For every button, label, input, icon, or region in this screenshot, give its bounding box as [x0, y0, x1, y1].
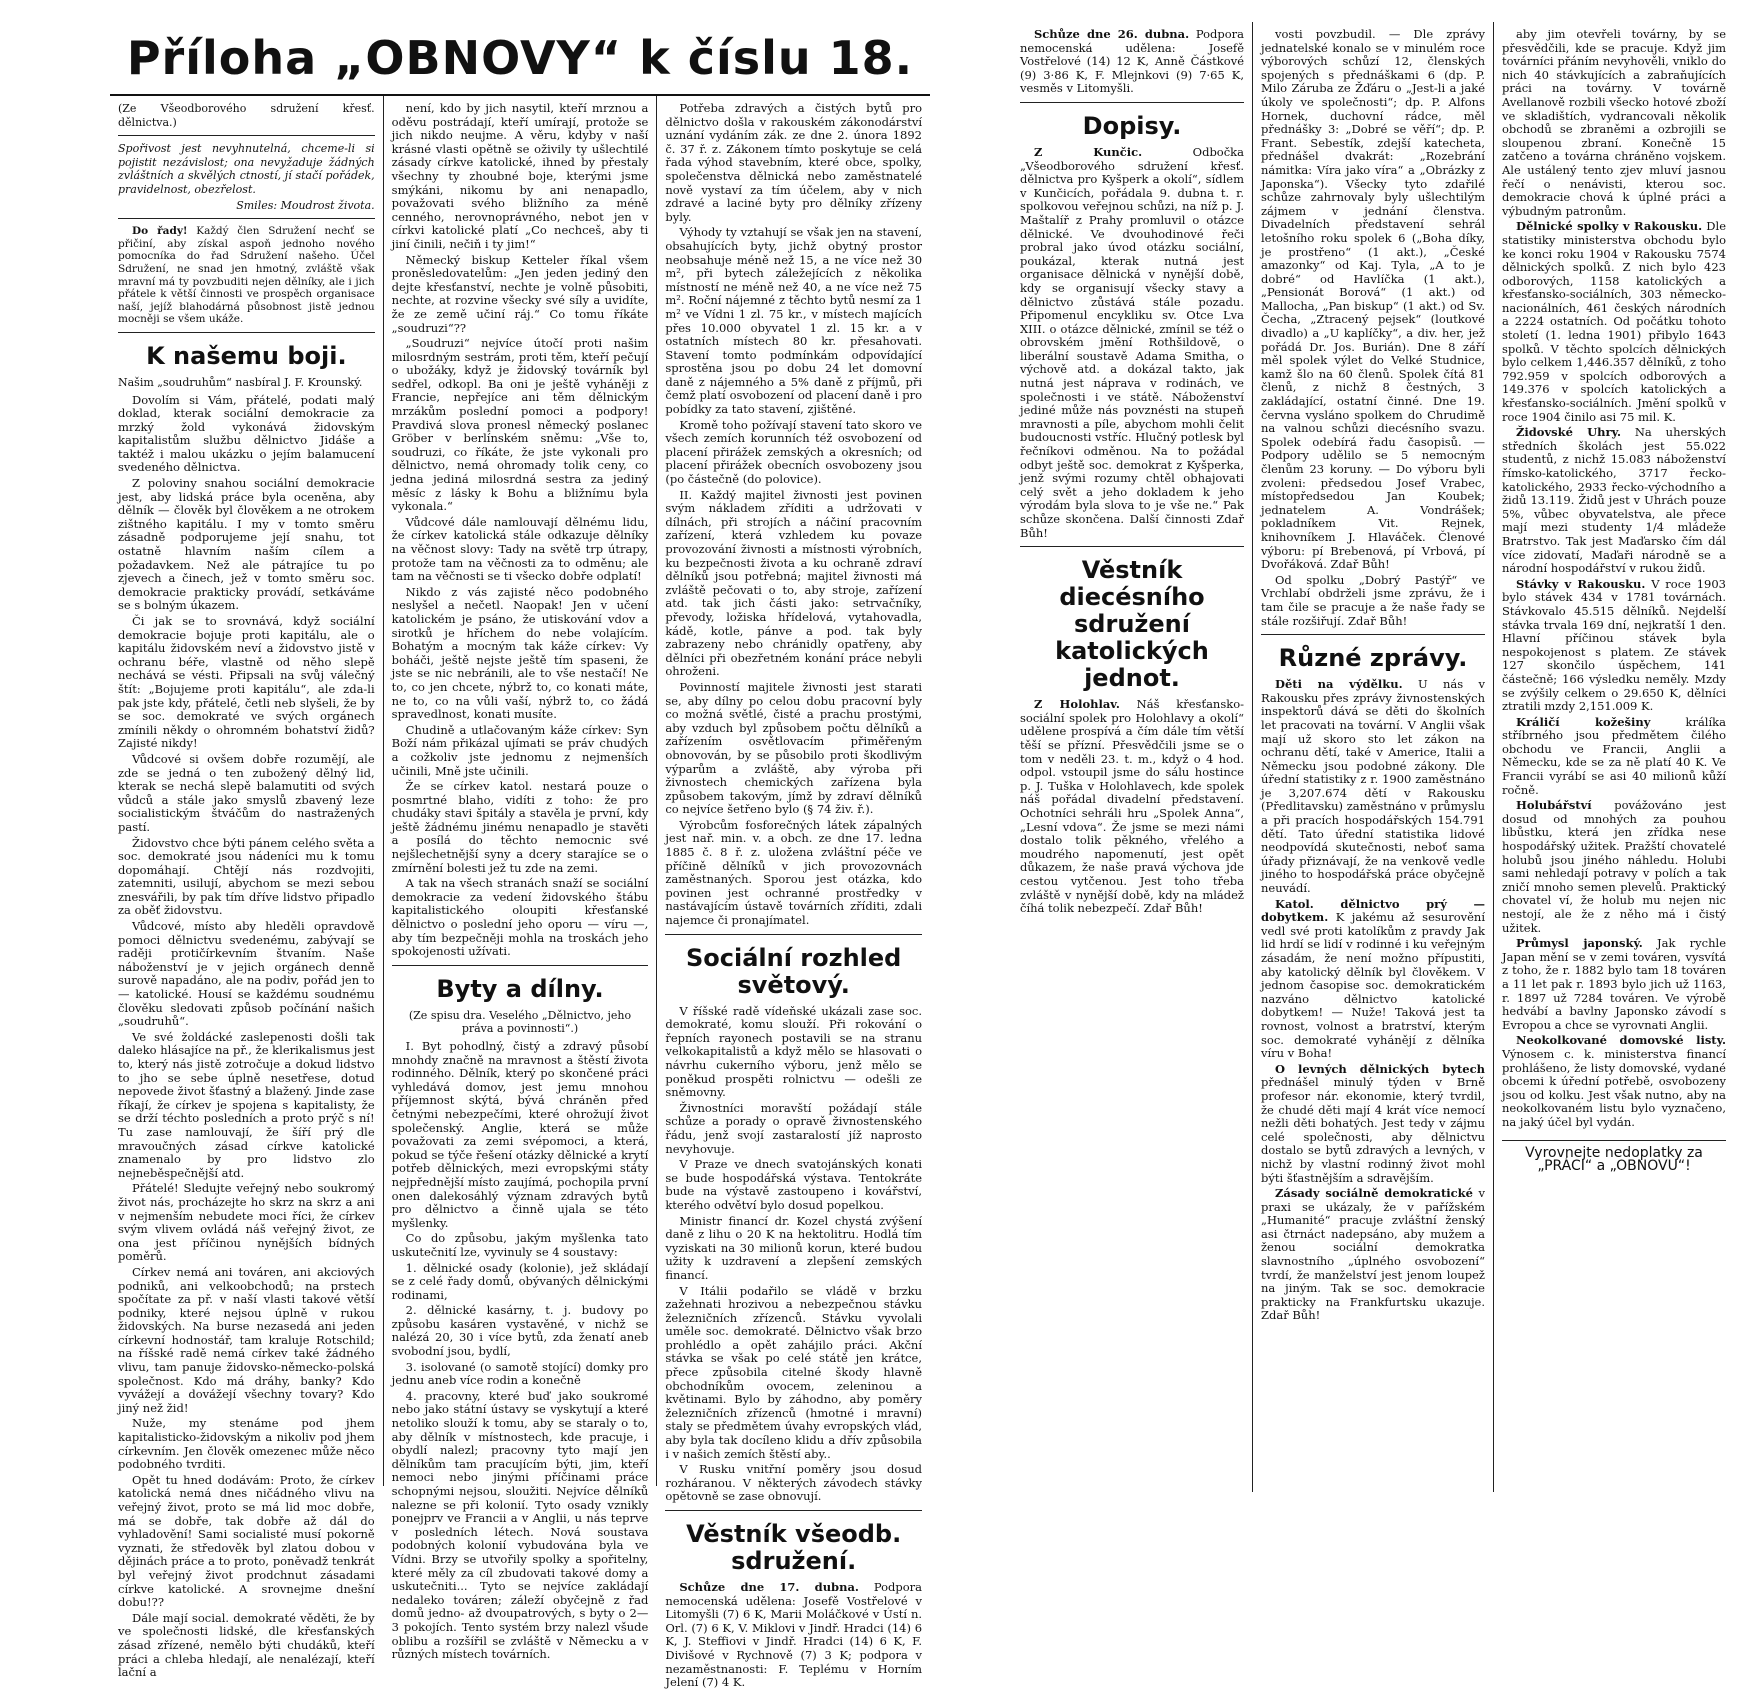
paragraph: Židovstvo chce býti pánem celého světa a soc. demokraté jsou nádeníci mu k tomu dopomáhají. Chtějí nás rozdvojiti, zatemniti, usilují, abychom se mezi sebou znesvářili, by pak tím dříve lidstvo připadlo za oběť židovstvu. [118, 835, 375, 918]
news-text: Výnosem c. k. ministerstva financí prohlášeno, že listy domovské, vydané obcemi k úřední potřebě, osvobozeny jsou od kolku. Jest však nutno, aby na neokolkovaném listu bylo vyznačeno, na jaký účel byl vydán. [1502, 1046, 1726, 1129]
bulletin-entry [665, 1581, 922, 1690]
bulletin-entry [1020, 28, 1244, 96]
news-item [1261, 678, 1485, 896]
paragraph: Nuže, my stenáme pod jhem kapitalisticko-židovským a nikoliv pod jhem církevním. Jen člověk omezenec může něco podobného tvrditi. [118, 1416, 375, 1472]
paragraph: Co do způsobu, jakým myšlenka tato uskutečnití lze, vyvinuly se 4 soustavy: [391, 1231, 649, 1259]
paragraph: Ve své žoldácké zaslepenosti došli tak daleko hlásajíce na př., že klerikalismus jest to, který nás jistě zotročuje a dokud lidstvo to jho se sebe úplně nesetřese, dotud nepovede život šťastný a blažený. Jinde zase říkají, že církev je spojena s kapitalisty, že se drží téchto posledních a proto prýč s ní! Tu zase namlouvají, že šíří prý dle mravoučných zásad církve katolické znamenalo by pro lidstvo zlo nejneběspečnější atd. [118, 1029, 375, 1180]
divider [118, 135, 375, 136]
news-kicker: Dělnické spolky v Rakousku. [1516, 219, 1703, 234]
paragraph: V říšské radě vídeňské ukázali zase soc. demokraté, komu slouží. Při rokování o řepních rayonech postavili se na stranu velkokapitalistů a když mělo se hlasovati o návrhu cukerního výboru, jenž mělo se poněkud prospěti rolnictvu — odešli ze sněmovny. [665, 1003, 923, 1100]
motto: Spořivost jest nevyhnutelná, chceme-li si pojistit nezávislost; ona nevyžaduje žádných zvláštních a skvělých ctností, jí stačí pořádek, pravidelnost, obezřelost. [118, 142, 375, 196]
news-item [1261, 1187, 1485, 1323]
paragraph: vosti povzbudil. — Dle zprávy jednatelské konalo se v minulém roce výborových schůzí 12, členských spojených s přednáškami 6 (dp. P. Milo Záruba ze Žďáru o „Jest-li a jaké úkoly ve společnosti“; dp. P. Alfons Hornek, duchovní rádce, měl přednášky 3: „Dobré se věří“; dp. P. Frant. Sebestík, zdejší katecheta, přednášel dvakrát: „Rozebrání námitka: Víra jako víra“ a „Obrázky z Japonska“). Všecky tyto zdařilé schůze zahrnovaly byly ušlechtilým zájmem v jednání členstva. Divadelních představení sehrál letošního roku spolek 6 („Boha díky, je prostřeno“ (1 akt.), „České amazonky“ od Kaj. Tyla, „A to je dobré“ od Havlíčka (1 akt.), „Pensionát Borová“ (1 akt.) od Mallocha, „Pan biskup“ (1 akt.) od Sv. Čecha, „Ztracený pejsek“ (loutkové divadlo) a „U kaplíčky“, a div. her, jež pořádá Dr. Jos. Burián). Dne 8 září měl spolek výlet do Velké Studnice, kamž šlo na 60 členů. Spolek čítá 81 členů, z nichž 8 čestných, 3 zakládající, ostatní činné. Dne 19. června vysláno spolkem do Chrudimě na valnou schůzi diecésního svazu. Spolek odebírá řadu časopisů. — Podpory udělilo se 5 nemocným členům 23 koruny. — Do výboru byli zvoleni: předsedou Josef Vrabec, místopředsedou Jan Koubek; jednatelem A. Vondrášek; pokladníkem Vit. Rejnek, knihovníkem J. Hlaváček. Členové výboru: pí Brebenová, pí Vrbová, pí Dvořáková. Zdař Bůh! [1261, 27, 1485, 572]
news-item [1502, 220, 1726, 424]
article-byline: Našim „soudruhům“ nasbíral J. F. Krounský. [118, 375, 363, 389]
news-kicker: Stávky v Rakousku. [1516, 576, 1646, 591]
paragraph: Dále mají social. demokraté věděti, že by ve společnosti lidské, dle křesťanských zásad zřízené, nemělo býti chudáků, kteří práci a chleba hledají, ale nenalézají, kteří lační a [118, 1610, 375, 1680]
paragraph: Kromě toho požívají stavení tato skoro ve všech zemích korunních též osvobození od placení přirážek zemských a okresních; od placení přirážek obecních osvobozeny jsou (po částečně (do polovice). [665, 417, 923, 487]
section-headline: Různé zprávy. [1278, 644, 1468, 673]
masthead: Příloha „OBNOVY“ k číslu 18. [110, 22, 930, 96]
news-item [1502, 578, 1726, 714]
paragraph: Přátelé! Sledujte veřejný nebo soukromý život nás, procházejte ho skrz na skrz a ani v nejmenším nebudete moci říci, že církev svým vlivem ovládá náš veřejný život, ze ona jest příčinou nynějších bídných poměrů. [118, 1181, 375, 1264]
divider [665, 1510, 922, 1511]
page-gutter [950, 0, 990, 1500]
paragraph: 4. pracovny, které buď jako soukromé nebo jako státní ústavy se vyskytují a které netoliko slouží k tomu, aby se staraly o to, aby dělník v místnostech, kde pracuje, i obydlí nalezl; pracovny tyto mají jen dělníkům tam pracujícím býti, jim, kteří nemoci nebo jinými příčinami práce schopnými nejsou, sloužiti. Nejvíce dělníků nalezne se při kolonií. Tyto osady vznikly ponejprv ve Francii a v Anglii, u nás teprve v posledních létech. Nová soustava podobných kolonií vybudována byla ve Vídni. Brzy se utvořily spolky a spořitelny, které měly za cíl zbudovati takové domy a uskutečniti... Tyto se nejvíce zakládají nedaleko továren; záleží obyčejně z řad domů jedno- až dvoupatrových, s byty o 2—3 pokojích. Tento systém brzy nalezl všude oblibu a rozšířil se zvláště v Německu a v různých místech továrních. [391, 1388, 649, 1662]
bulletin-kicker: Schůze dne 17. dubna. [679, 1580, 859, 1594]
section-source: (Ze Všeodborového sdružení křesť. dělnictva.) [118, 102, 375, 129]
paragraph: Německý biskup Ketteler říkal všem proněsledovatelům: „Jen jeden jediný den dejte křesťanství, nechte je volně působiti, nechte, at rozvine všecky své síly a uvidíte, že ze země učiní ráj.“ Co tomu říkáte „soudruzi“?? [391, 252, 649, 335]
left-column-2 [384, 96, 658, 1662]
divider [1020, 546, 1244, 547]
right-columns [1012, 22, 1734, 1492]
paragraph: Vůdcové si ovšem dobře rozumějí, ale zde se jedná o ten zubožený dělný lid, kterak se nechá slepě balamutiti od svých vůdců a stále jako smyslů zbavený leze socialistickým štváčům do nastražených pastí. [118, 751, 375, 834]
news-kicker: O levných dělnických bytech [1275, 1061, 1485, 1076]
right-column-2 [1253, 22, 1494, 1492]
paragraph: Opět tu hned dodávám: Proto, že církev katolická nemá dnes ničádného vlivu na veřejný život, proto se má lid moc dobře, má se dobře, tak dobře až dál do vyhladovění! Sami socialisté musí pokorně vyznati, že středověk byl zlatou dobou v dějinách práce a to proto, poněvadž tenkrát byl veřejný život prodchnut zásadami církve katolické. A srovnejme dnešní dobu!?? [118, 1472, 375, 1610]
news-kicker: Židovské Uhry. [1516, 425, 1621, 440]
letter-kicker: Z Holohlav. [1034, 697, 1120, 712]
paragraph: 1. dělnické osady (kolonie), jež skládají se z celé řady domů, obývaných dělnickými rodinami, [391, 1260, 649, 1302]
bulletin-text: Podpora nemocenská udělena: Josefě Vostřelové v Litomyšli (7) 6 K, Marii Moláčkové v Ústí n. Orl. (7) 6 K, V. Miklovi v Jindř. Hradci (14) 6 K, J. Steffiovi v Jindř. Hradci (14) 6 K, F. Divišové v Rychnově (7) 3 K; podpora v nezaměstnanosti: F. Teplému v Horním Jelení (7) 4 K. [665, 1580, 923, 1690]
paragraph: Vůdcové, místo aby hleděli opravdově pomoci dělnictvu svedenému, zabývají se raději protičírkevním štvaním. Naše náboženství je v jejich orgánech denně surově napadáno, ale na podiv, pořád jen to — katolické. Housí se každému soudnému člověku sledovati způsob počínání našich „soudruhů“. [118, 919, 375, 1029]
paragraph: Vůdcové dále namlouvají dělnému lidu, že církev katolická stále odkazuje dělníky na věčnost slovy: Tady na světě trp útrapy, protože tam na věčnosti za to odměnu; ale tam na věčnosti se ti všecko dobře odplatí! [391, 514, 649, 584]
section-headline: Věstník všeodb. sdružení. [686, 1520, 902, 1575]
right-column-3 [1494, 22, 1734, 1492]
paragraph: Z poloviny snahou sociální demokracie jest, aby lidská práce byla oceněna, aby dělník — člověk byl člověkem a ne otrokem zištného kapitálu. I my v tomto směru zásadně podporujeme její snahu, tot ostatně hlavním naším cílem a požadavkem. Než ale pátrajíce tu po zjevech a činech, jež v tomto směru soc. demokracie prakticky provádí, setkáváme se s bolným úkazem. [118, 476, 375, 613]
paragraph: V Itálii podařilo se vládě v brzku zažehnati hrozivou a nebezpečnou stávku železničních zřízenců. Stávku vyvolali uměle soc. demokraté. Dělnictvo však brzo prohlédlo a opět zahájilo práci. Akční stávka se však po celé státě jen krátce, přece způsobila citelné škody hlavně obchodníkům ovocem, zeleninou a květinami. Bylo by záhodno, aby poměry železničních zřízenců (hmotné i mravní) staly se předmětem úvahy evropských vlád, aby byla tak docíleno klidu a dřív způsobila i v našich zemích štěstí aby.. [665, 1283, 923, 1461]
article-headline: Byty a dílny. [436, 974, 604, 1003]
paragraph: II. Každý majitel živnosti jest povinen svým nákladem zříditi a udržovati v dílnách, při strojích a náčiní pracovním zařízení, která vzhledem ku povaze provozování živnosti a místnosti výrobních, ku bezpečnosti života a ku ochraně zdraví dělníků jsou potřebná; majitel živnosti má zvláště pečovati o to, aby stroje, zařízení atd. tak jich části jako: setrvačníky, převody, ložiska hřídelová, vytahovadla, kádě, kotle, pánve a pod. tak byly zabrazeny nebo chránidly opatřeny, aby dělníci při obezřetném konání práce nebyli ohroženi. [665, 487, 923, 679]
paragraph: není, kdo by jich nasytil, kteří mrznou a oděvu postrádají, kteří umírají, protože se jich nikdo neujme. A věru, kdyby v naší krásné vlasti opětně se oživily ty ušlechtilé zásady církve katolické, ihned by přestaly všechny ty zhoubné boje, kterými jsme smýkáni, nikomu by ani nenapadlo, považovati svého bližního za méně cenného, nerovnoprávného, nebot jen v církvi katolické platí „Co nechceš, aby ti jiní činili, nečiň i ty jim!“ [391, 101, 649, 251]
news-item [1502, 937, 1726, 1032]
news-text: Jak rychle Japan mění se v zemi továren, vysvítá z toho, že r. 1882 bylo tam 18 továren a 11 let pak r. 1893 bylo jich už 1163, r. 1897 už 7284 továren. Ve výrobě hedvábí a bavlny Japonsko závodí s Evropou a chce se vyrovnati Anglii. [1502, 936, 1726, 1032]
notice-kicker: Do řady! [132, 225, 188, 238]
news-text: v praxi se ukázaly, že v pařížském „Humanité“ pracuje zvláštní ženský asi čtrnáct nadepsáno, aby mužem a ženou sociální demokratka slavnostního „úplného osvobození“ tvrdí, že manželství jest jenom loupež na jiným. Tak se soc. demokracie prakticky na Frankfurtsku ukazuje. Zdař Bůh! [1261, 1186, 1485, 1323]
section-headline: Dopisy. [1082, 111, 1182, 140]
letter [1020, 698, 1244, 916]
paragraph: Výrobcům fosforečných látek zápalných jest nař. min. v. a obch. ze dne 17. ledna 1885 č. 8 ř. z. uložena zvláštní péče ve příčině dělníků v jich provozovnách zaměstnaných. Sporou jest otázka, kdo povinen jest ochranné prostředky v nastávajícím ústavě továrních zříditi, zdali najemce či pronajímatel. [665, 817, 923, 928]
paragraph: Od spolku „Dobrý Pastýř“ ve Vrchlabí obdrželi jsme zprávu, že i tam čile se pracuje a že naše řady se stále rozšiřují. Zdař Bůh! [1261, 572, 1485, 628]
news-kicker: Holubářství [1516, 798, 1592, 813]
paragraph: Povinností majitele živnosti jest starati se, aby dílny po celou dobu pracovní byly co možná světlé, čisté a prachu prostými, aby vzduch byl způsobem počtu dělníků a zařízením osvětlovacím přiměřeným obnovován, by se působilo proti škodlivým výparům a zvláště, aby výroba při živnostech chemických zařízena byla způsobem takovým, jímž by zdraví dělníků co nejvíce šetřeno bylo (§ 74 živ. ř.). [665, 679, 923, 817]
divider [665, 934, 922, 935]
paragraph: Nikdo z vás zajisté něco podobného neslyšel a nečetl. Naopak! Jen v učení katolickém je psáno, že utiskování vdov a sirotků je hříchem do nebe volajícím. Bohatým a mocným tak káže církev: Vy boháči, ještě nejste ještě tím spaseni, že jste se nic nebránili, ale to vše nestačí! Ne to, co jen chcete, nýbrž to, co konati máte, ne to, co na vůli vaší, nýbrž to, co žádá spravedlnost, konati musíte. [391, 584, 649, 722]
article-headline: K našemu boji. [146, 341, 347, 370]
right-column-1 [1012, 22, 1253, 1492]
news-text: V roce 1903 bylo stávek 434 v 1781 továrnách. Stávkovalo 45.515 dělníků. Nejdelší stávka trvala 169 dní, nejkratší 1 den. Hlavní příčinou stávek byla nespokojenost s platem. Ze stávek 127 skončilo úspěchem, 141 částečně; 166 výsledku neměly. Mzdy se zvýšily celkem o 29.650 K, dělníci ztratili mzdy 2,151.009 K. [1502, 576, 1726, 714]
news-kicker: Průmysl japonský. [1516, 936, 1643, 951]
paragraph: V Rusku vnitřní poměry jsou dosud rozháranou. V některých závodech stávky opětovně se zase obnovují. [665, 1462, 923, 1504]
paragraph: Či jak se to srovnává, když sociální demokracie bojuje proti kapitálu, ale o kapitálu židovském neví a židovstvo jistě v ochranu béře, vlastně od něho slepě nechává se vésti. Připsali na svůj válečný štít: „Bojujeme proti kapitálu“, ale zda-li pak jste kdy, přátelé, četli neb slyšeli, že by se soc. demokraté ve svých orgánech zmínili někdy o ohromném bohatství židů? Zajisté nikdy! [118, 614, 375, 751]
left-column-3 [657, 96, 930, 1690]
paragraph: Výhody ty vztahují se však jen na stavení, obsahujících byty, jichž obytný prostor neobsahuje méně než 15, a ne více než 30 m², při bytech záležejících z několika místností ne méně než 40, a ne více než 75 m². Roční nájemné z těchto bytů nesmí za 1 m² ve Vídni 1 zl. 75 kr., v místech majících přes 10.000 obyvatel 1 zl. 15 kr. a v ostatních místech 80 kr. přesahovati. Stavení tomto podmínkám odpovídající sprostěna jsou po dobu 24 let domovní daně z nájemného a 5% daně z příjmů, při čemž platí osvobození od placení daně i pro pobídky za tato stavení, zjištěné. [665, 225, 923, 417]
divider [118, 218, 375, 219]
bulletin-kicker: Schůze dne 26. dubna. [1034, 27, 1190, 41]
news-text: Na uherských středních školách jest 55.022 studentů, z nichž 15.083 náboženství římsko-katolického, 3717 řecko-katolického, 2933 řecko-východního a židů 13.119. Židů jest v Uhrách pouze 5%, vůbec obyvatelstva, ale přece mají mezi studenty 1/4 mládeže Bratrstvo. Tak jest Maďarsko čím dál více zidovatí, Maďaři národně se a národní hospodářství v rukou židů. [1502, 425, 1726, 576]
letter [1020, 146, 1244, 540]
news-item [1502, 799, 1726, 935]
news-item [1502, 426, 1726, 576]
motto-signature: Smiles: Moudrost života. [236, 198, 375, 212]
notice-text: Každý člen Sdružení nechť se přičiní, aby získal aspoň jednoho nového pomocníka do řad Sdružení našeho. Účel Sdružení, ne snad jen hmotný, zvláště však mravní má ty povzbuditi nejen dělníky, ale i jich přátele k větší činnosti ve prospěch organisace naší, jejíž blahodárná působnost jistě jednou mocněji se všem ukáže. [118, 225, 375, 326]
paragraph: I. Byt pohodlný, čistý a zdravý působí mnohdy značně na mravnost a štěstí života rodinného. Dělník, který po skončené práci vyhledává domov, jest jemu mnohou příjemnost skýtá, bývá chráněn před četnými nebezpečími, které ohrožují život společenský. Anglie, která se může považovati za zemi svépomoci, a která, pokud se týče řešení otázky dělnické a krytí potřeb dělnických, mezi evropskými státy nejpřednější místo zaujímá, pochopila první onen dalekosáhlý význam zdravých bytů pro dělnictvo a činně ujala se této myšlenky. [391, 1039, 649, 1230]
paragraph: Ministr financí dr. Kozel chystá zvýšení daně z lihu o 20 K na hektolitru. Hodlá tím vyziskati na 30 milionů korun, které budou užity k uzdravení a zlepšení zemských financí. [665, 1213, 923, 1282]
paragraph: Dovolím si Vám, přátelé, podati malý doklad, kterak sociální demokracie za mrzký žold vykonává židovským kapitalistům službu dělnictvo Jidáše a taktéž i malou ukázku o jejím balamucení svedeného dělnictva. [118, 392, 375, 475]
notice [118, 225, 375, 326]
article-headline: Sociální rozhled světový. [685, 943, 902, 999]
news-item [1502, 716, 1726, 798]
paragraph: „Soudruzi“ nejvíce útočí proti našim milosrdným sestrám, proti těm, kteří pečují o ubožáky, když je židovský továrník byl sedřel, odkopl. Ba oni je ještě vyháněji z Francie, nepřejíce ani těm dělnickým mrzákům poslední pomoci a podpory! Pravdivá slova pronesl německý poslanec Gröber v berlínském sněmu: „Vše to, soudruzi, co říkáte, že jste vykonali pro dělnictvo, nemá ohromady tolik ceny, co jedna jediná milosrdná sestra za jediný měsíc z lásky k Bohu a bližnímu byla vykonala.“ [391, 336, 649, 514]
news-item [1261, 898, 1485, 1061]
payment-reminder: Vyrovnejte nedoplatky za „PRÁCI“ a „OBNOVU“! [1502, 1140, 1726, 1174]
article-subline: (Ze spisu dra. Veselého „Dělnictvo, jeho práva a povinnosti“.) [408, 1008, 632, 1036]
paragraph: Církev nemá ani továren, ani akciových podniků, ani velkoobchodů; na prstech spočítate za př. v naší vlasti takové větší podniky, které nejsou úplně v rukou židovských. Na burse nezasedá ani jeden církevní hodnostář, tam kraluje Rotschild; na říšské radě nemá církev také žádného vlivu, tam panuje židovsko-německo-polská společnost. Kdo má dráhy, banky? Kdo vyvážejí a dovážejí všechny tovary? Kdo jiný než žid! [118, 1264, 375, 1415]
paragraph: A tak na všech stranách snaží se sociální demokracie za vedení židovského štábu kapitalistického oloupiti křesťanské dělnictvo o poslední jeho oporu — víru —, aby tím bezpečněji mohla na troskách jeho spokojenosti užívati. [391, 876, 649, 959]
news-kicker: Neokolkované domovské listy. [1516, 1033, 1726, 1048]
letter-text: Náš křesťansko-sociální spolek pro Holohlavy a okolí“ udělene prospívá a čím dále tím větší těší se přízní. Přesvědčili jsme se o tom v neděli 23. t. m., když o 4 hod. odpol. vstoupil jsme do sálu hostince p. J. Tuška v Holohlavech, kde spolek náš pořádal divadelní představení. Ochotníci sehráli hru „Spolek Anna“, „Lesní vdova“. Že jsme se mezi námi dostalo tolik pěkného, vřelého a moudrého napomenutí, jest opět důkazem, že naše pravá výchova jde cestou vytčenou. Jest toho třeba zvláště v nynější době, kdy na mládež číhá tolik nebezpečí. Zdař Bůh! [1020, 697, 1245, 916]
section-headline: Věstník diecésního sdružení katolických jednot. [1055, 556, 1209, 693]
left-columns [110, 96, 930, 1690]
news-kicker: Děti na výdělku. [1275, 677, 1403, 692]
bulletin-text: Podpora nemocenská udělena: Josefě Vostřelové (14) 12 K, Anně Částkové (9) 3·86 K, F. Mlejnkovi (9) 7·65 K, vesměs v Litomyšli. [1020, 27, 1245, 96]
paragraph: 2. dělnické kasárny, t. j. budovy po způsobu kasáren vystavěné, v nichž se nalézá 20, 30 i více bytů, zda ženatí aneb svobodní jsou, bydlí, [391, 1303, 649, 1359]
paragraph: aby jim otevřeli továrny, by se přesvědčili, kde se pracuje. Když jim továrníci přáním nevyhověli, vniklo do nich 40 stávkujících a zabraňujících práci na továrny. V továrně Avellanově rozbili všecko hotové zboží ve skladištích, vydrancovali několik obchodů se zbraněmi a ozbrojili se sloupenou zbraní. Konečně 15 zatčeno a továrna chráněno vojskem. Ale ustálený tento zjev mluví jasnou řečí o nenávisti, kterou soc. demokracie chová k úplné práci a výbudným patronům. [1502, 27, 1726, 218]
news-text: králíka stříbrného jsou předmětem čilého obchodu ve Francii, Anglii a Německu, kde se za ně platí 40 K. Ve Francii vyrábí se asi 40 milionů kůží ročně. [1502, 714, 1726, 797]
paragraph: Živnostníci moravští požádají stále schůze a porady o opravě živnostenského řádu, jenž svojí zastaralostí jíž naprosto nevyhovuje. [665, 1100, 923, 1156]
paragraph: Chudině a utlačovaným káže církev: Syn Boží nám přikázal ujímati se práv chudých a cožkoliv jste jednomu z nejmenších učinili, Mně jste učinili. [391, 722, 649, 778]
divider [118, 332, 375, 333]
left-page [110, 22, 930, 1690]
news-kicker: Králičí kožešiny [1516, 714, 1651, 729]
paragraph: Že se církev katol. nestará pouze o posmrtné blaho, vidíti z toho: že pro chudáky stavi špitály a stavěla je první, kdy ještě žádnému jinému nenapadlo je stavěti a posílá do těchto nemocnic své nejšlechetnější syny a dcery starajíce se o zmírnění bolesti jež tu zde na zemi. [391, 779, 649, 875]
right-page [1012, 22, 1734, 1492]
news-text: U nás v Rakousku přes zprávy živnostenských inspektorů dává se děti do školních let pracovati na tovární. V Anglii však mají už skoro sto let zákon na ochranu dětí, také v Americe, Italii a Německu jsou podobné zákony. Dle úřední statistiky z r. 1900 zaměstnáno je 3,207.674 dětí v Rakousku (Předlitavsku) zaměstnáno v průmyslu a při pracích hospodářských 154.791 dětí. Tato úřední statistika lidové neodpovídá skutečnosti, neboť sama úřady přiznávají, že na venkově vedle jiného to hospodářská práce obyčejně neuvádí. [1261, 677, 1486, 896]
left-column-1 [110, 96, 384, 1680]
news-text: přednášel minulý týden v Brně profesor nár. ekonomie, který tvrdil, že chudé děti mají 4 krát více nemocí nežli děti bohatých. Jest tedy v zájmu celé společnosti, aby dělnictvu dostalo se bytů zdravých a levných, v nichž by vlastní rodinný život mohl býti šťastnějším a sdravějším. [1261, 1075, 1485, 1185]
paragraph: Potřeba zdravých a čistých bytů pro dělnictvo došla v rakouském zákonodárství uznání vydáním zák. ze dne 2. února 1892 č. 37 ř. z. Zákonem tímto poskytuje se celá řada výhod stavebním, které obce, spolky, společenstva dělnická nebo zaměstnatelé nově vystaví za tím účelem, aby v nich zdravé a laciné byty pro dělníky zřízeny byly. [665, 101, 923, 224]
paragraph: 3. isolované (o samotě stojící) domky pro jednu aneb více rodin a konečně [391, 1359, 649, 1388]
news-item [1502, 1034, 1726, 1129]
letter-text: Odbočka „Všeodborového sdružení křesť. dělnictva pro Kyšperk a okolí“, sídlem v Kunčicích, pořádala 9. dubna t. r. spolkovou veřejnou schůzi, na níž p. J. Maštalíř z Prahy promluvil o otázce dělnické. Ve dvouhodinové řeči probral jako úvod otázku sociální, poukázal, kterak nutná jest organisace dělnická v nynější době, kdy se organisují všecky stavy a dělnictvo zůstává stále pozadu. Připomenul encykliku sv. Otce Lva XIII. o otázce dělnické, zmínil se též o obrovském jmění Rothšildově, o liberální soustavě Adama Smitha, o výchově atd. a dokázal takto, jak nutná jest náprava v rodinách, ve společnosti i ve státě. Náboženství jediné může nás povznésti na stupeň mravnosti a píle, abychom mohli čelit budoucnosti vstříc. Hlučný potlesk byl řečníkovi odměnou. Na to požádal odbyt ještě soc. demokrat z Kyšperka, jenž svými rozumy chtěl obhajovati celý svět a jeho dokladem k jeho výrodám byla slova to je vše ne.“ Pak schůze skončena. Další činnosti Zdař Bůh! [1020, 144, 1244, 540]
news-kicker: Katol. dělnictvo prý — dobytkem. [1261, 896, 1485, 925]
divider [1261, 634, 1485, 635]
paragraph: V Praze ve dnech svatojánských konati se bude hospodářská výstava. Tentokráte bude na výstavě zastoupeno i kovářství, kterého odvětví bylo dosud popelkou. [665, 1157, 923, 1212]
news-text: Dle statistiky ministerstva obchodu bylo ke konci roku 1904 v Rakousku 7574 dělnických spolků. Z nich bylo 423 odborových, 1158 katolických a křesťansko-sociálních, 303 německo-nacionálních, 461 českých národních a 2224 ostatních. Od počátku tohoto století (1. ledna 1901) přibylo 1643 spolků. V těchto spolcích dělnických bylo celkem 1,446.357 dělníků, z toho 792.959 v spolcích odborových a 149.376 v spolcích katolických a křesťansko-sociálních. Jmění spolků v roce 1904 činilo asi 75 mil. K. [1502, 219, 1727, 424]
news-kicker: Zásady sociálně demokratické [1275, 1186, 1473, 1201]
letter-kicker: Z Kunčic. [1034, 144, 1143, 159]
news-text: K jakému až sesurovění vedl své proti katolíkům z pravdy Jak lid hrdí se lidí v rodinné i ku veřejným zásadám, že není možno přípustiti, aby katolický dělník byl člověkem. V jednom časopise soc. demokratickém nazváno dělnictvo katolické dobytkem! — Nuže! Taková jest ta rovnost, volnost a bratrství, kterým soc. demokraté vyhánějí z dělníka víru v Boha! [1261, 910, 1486, 1061]
news-text: povážováno jest dosud od mnohých za pouhou libůstku, která jen zřídka nese hospodářský užitek. Pražští chovatelé holubů jsou jiného náhledu. Holubi sami nehledají potravy v polích a tak zničí mnoho semen plevelů. Praktický chovatel ví, že holub mu nejen nic nestojí, ale že z něho má i čistý užitek. [1502, 798, 1727, 935]
news-item [1261, 1063, 1485, 1185]
divider [392, 965, 649, 966]
divider [1020, 102, 1244, 103]
